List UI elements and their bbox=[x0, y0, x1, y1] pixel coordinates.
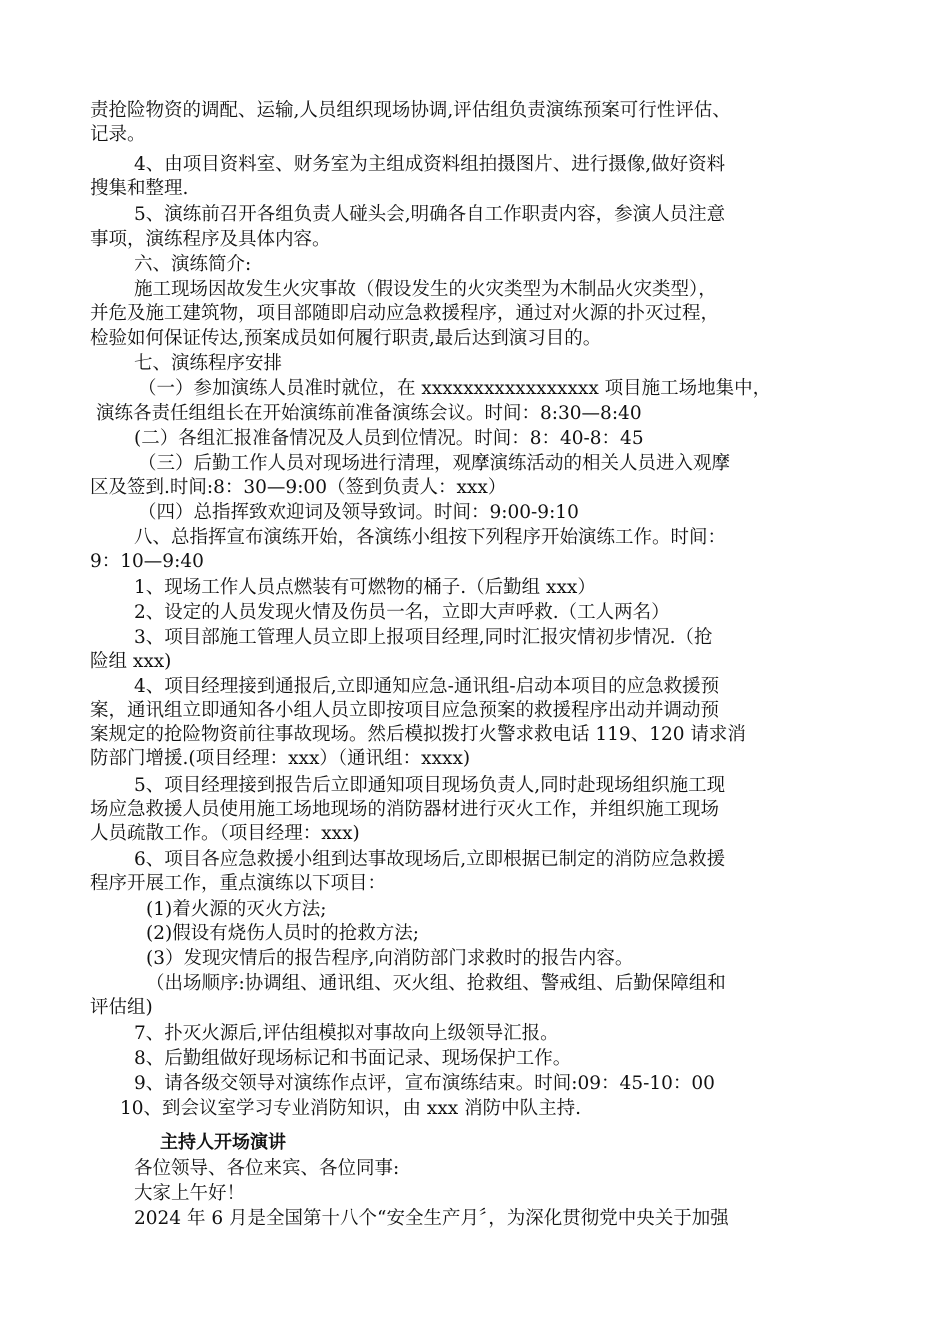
speech-heading: 主持人开场演讲 bbox=[160, 1132, 286, 1153]
text-line: (2)假设有烧伤人员时的抢救方法; bbox=[146, 923, 419, 944]
text-line: 区及签到.时间:8：30—9:00（签到负责人：xxx） bbox=[90, 477, 507, 498]
text-line: 评估组) bbox=[90, 997, 153, 1018]
text-line: 责抢险物资的调配、运输,人员组织现场协调,评估组负责演练预案可行性评估、 bbox=[90, 100, 731, 121]
text-line: 3、项目部施工管理人员立即上报项目经理,同时汇报灾情初步情况.（抢 bbox=[134, 627, 713, 648]
text-line: 程序开展工作，重点演练以下项目： bbox=[90, 873, 387, 894]
text-line: 4、项目经理接到通报后,立即通知应急-通讯组-启动本项目的应急救援预 bbox=[134, 676, 720, 697]
text-line: 4、由项目资料室、财务室为主组成资料组拍摄图片、进行摄像,做好资料 bbox=[134, 154, 726, 175]
text-line: （一）参加演练人员准时就位，在 xxxxxxxxxxxxxxxxx 项目施工场地集中， bbox=[138, 378, 772, 399]
text-line: 5、演练前召开各组负责人碰头会,明确各自工作职责内容，参演人员注意 bbox=[134, 204, 726, 225]
text-line: (二）各组汇报准备情况及人员到位情况。时间：8：40-8：45 bbox=[134, 428, 644, 449]
text-line: 6、项目各应急救援小组到达事故现场后,立即根据已制定的消防应急救援 bbox=[134, 849, 726, 870]
text-line: 检验如何保证传达,预案成员如何履行职责,最后达到演习目的。 bbox=[90, 328, 602, 349]
text-line: （四）总指挥致欢迎词及领导致词。时间：9:00-9:10 bbox=[138, 502, 579, 523]
text-line: 8、后勤组做好现场标记和书面记录、现场保护工作。 bbox=[134, 1048, 572, 1069]
text-line: 记录。 bbox=[90, 124, 146, 145]
text-line: 人员疏散工作。（项目经理：xxx) bbox=[90, 823, 360, 844]
text-line: 9、请各级交领导对演练作点评，宣布演练结束。时间:09：45-10：00 bbox=[134, 1073, 715, 1094]
text-line: 防部门增援.(项目经理：xxx）（通讯组：xxxx) bbox=[90, 748, 471, 769]
text-line: （三）后勤工作人员对现场进行清理，观摩演练活动的相关人员进入观摩 bbox=[138, 453, 731, 474]
text-line: 并危及施工建筑物，项目部随即启动应急救援程序，通过对火源的扑灭过程， bbox=[90, 303, 720, 324]
text-line: 7、扑灭火源后,评估组模拟对事故向上级领导汇报。 bbox=[134, 1023, 559, 1044]
text-line: 5、项目经理接到报告后立即通知项目现场负责人,同时赴现场组织施工现 bbox=[134, 775, 726, 796]
text-line: 10、到会议室学习专业消防知识，由 xxx 消防中队主持. bbox=[120, 1098, 581, 1119]
text-line: 施工现场因故发生火灾事故（假设发生的火灾类型为木制品火灾类型）， bbox=[134, 279, 717, 300]
section-heading: 八、总指挥宣布演练开始，各演练小组按下列程序开始演练工作。时间： bbox=[134, 527, 727, 548]
text-line: 险组 xxx) bbox=[90, 651, 172, 672]
text-line: 案规定的抢险物资前往事故现场。然后模拟拨打火警求救电话 119、120 请求消 bbox=[90, 724, 746, 745]
section-heading: 七、演练程序安排 bbox=[134, 353, 283, 374]
text-line: 1、现场工作人员点燃装有可燃物的桶子.（后勤组 xxx） bbox=[134, 577, 596, 598]
text-line: （出场顺序:协调组、通讯组、灭火组、抢救组、警戒组、后勤保障组和 bbox=[146, 973, 726, 994]
text-line: (1)着火源的灭火方法; bbox=[146, 899, 327, 920]
text-line: 案，通讯组立即通知各小组人员立即按项目应急预案的救援程序出动并调动预 bbox=[90, 700, 720, 721]
text-line: (3）发现灾情后的报告程序,向消防部门求救时的报告内容。 bbox=[146, 948, 634, 969]
text-line: 各位领导、各位来宾、各位同事: bbox=[134, 1158, 400, 1179]
text-line: 演练各责任组组长在开始演练前准备演练会议。时间：8:30—8:40 bbox=[96, 403, 642, 424]
text-line: 9：10—9:40 bbox=[90, 551, 204, 572]
text-line: 事项，演练程序及具体内容。 bbox=[90, 229, 331, 250]
text-line: 2024 年 6 月是全国第十八个“安全生产月〞，为深化贯彻党中央关于加强 bbox=[134, 1208, 729, 1229]
section-heading: 六、演练简介: bbox=[134, 254, 252, 275]
text-line: 搜集和整理. bbox=[90, 178, 189, 199]
text-line: 场应急救援人员使用施工场地现场的消防器材进行灭火工作，并组织施工现场 bbox=[90, 799, 720, 820]
text-line: 大家上午好！ bbox=[134, 1183, 246, 1204]
text-line: 2、设定的人员发现火情及伤员一名，立即大声呼救.（工人两名） bbox=[134, 602, 670, 623]
